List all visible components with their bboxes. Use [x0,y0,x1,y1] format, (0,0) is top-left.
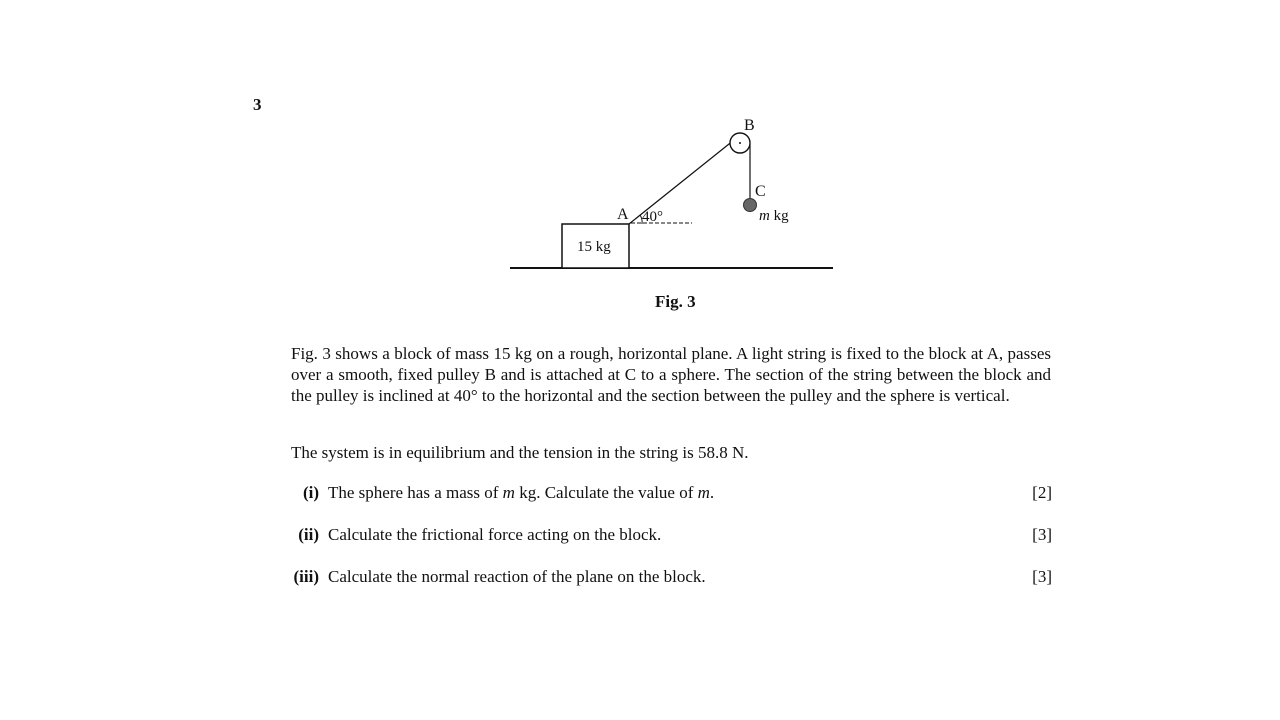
label-a: A [617,206,629,223]
part-number: (i) [302,483,319,502]
part-text: Calculate the frictional force acting on the block. [328,525,662,544]
figure-caption: Fig. 3 [655,292,696,311]
label-angle: 40° [642,209,663,225]
label-c: C [755,183,766,200]
variable-m: m [697,483,710,502]
part-text [328,483,714,503]
part-text-middle: kg. Calculate the value of [514,483,698,502]
question-intro: Fig. 3 shows a block of mass 15 kg on a rough, horizontal plane. A light string is fixed to the block at A, passes over a smooth, fixed pulley B and is attached at C to a sphere. The section of the string between the block and the pulley is inclined at 40° to the horizontal and the section between the pulley and the sphere is vertical. [291,344,1051,405]
part-marks: [3] [1032,525,1052,544]
sphere-mass-var: m [759,208,770,224]
fig3-diagram [0,0,1280,300]
question-part-ii [291,525,1052,547]
part-number: (ii) [298,525,319,544]
label-b: B [744,117,755,134]
part-text-after: . [709,483,715,502]
label-sphere-mass [759,208,789,224]
part-number: (iii) [293,567,319,586]
equilibrium-statement: The system is in equilibrium and the tension in the string is 58.8 N. [291,443,749,462]
question-part-i [291,483,1052,505]
question-part-iii [291,567,1052,589]
part-text: Calculate the normal reaction of the plane on the block. [328,567,706,586]
sphere-mass-unit: kg [769,208,789,224]
part-marks: [2] [1032,483,1052,502]
part-marks: [3] [1032,567,1052,586]
sphere [744,199,757,212]
pulley-axle [739,142,741,144]
block-mass-label: 15 kg [577,239,611,255]
question-number: 3 [253,95,262,114]
part-text-before: The sphere has a mass of [328,483,503,502]
variable-m: m [502,483,515,502]
